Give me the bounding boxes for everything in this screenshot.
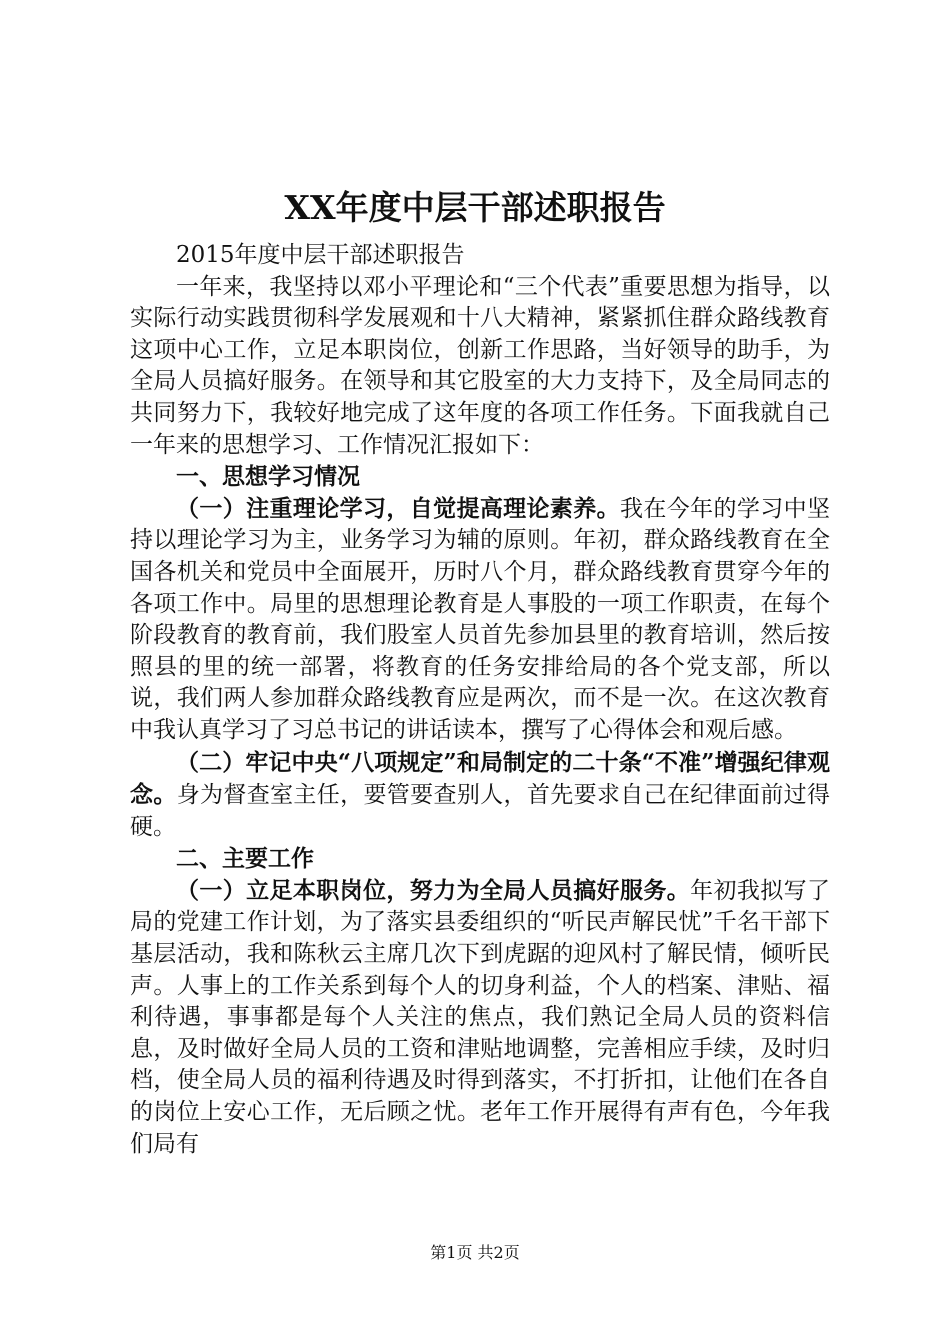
section-heading-2: 二、主要工作 xyxy=(176,845,314,873)
section2-paragraph-1-text: 年初我拟写了局的党建工作计划，为了落实县委组织的“听民声解民忧”千名干部下基层活动，我和陈秋云主席几次下到虎踞的迎风村了解民情，倾听民声。人事上的工作关系到每个人的切身利益，个人的档案、津贴、福利待遇，事事都是每个人关注的焦点，我们熟记全局人员的资料信息，及时做好全局人员的工资和津贴地调整，完善相应手续，及时归档，使全局人员的福利待遇及时得到落实，不打折扣，让他们在各自的岗位上安心工作，无后顾之忧。老年工作开展得有声有色，今年我们局有 xyxy=(130,877,831,1157)
document-subtitle: 2015年度中层干部述职报告 xyxy=(176,242,465,268)
section1-paragraph-1-lead: （一）注重理论学习，自觉提高理论素养。 xyxy=(176,494,621,522)
section-heading-1: 一、思想学习情况 xyxy=(176,463,360,491)
document-body xyxy=(130,240,830,1160)
section1-paragraph-2-lead: （二）牢记中央“八项规定”和局制定的二十条“不准”增强纪律观念。 xyxy=(130,748,830,809)
section1-paragraph-2 xyxy=(130,747,830,844)
section1-paragraph-1 xyxy=(130,493,830,747)
section1-paragraph-1-text: 我在今年的学习中坚持以理论学习为主，业务学习为辅的原则。年初，群众路线教育在全国各机关和党员中全面展开，历时八个月，群众路线教育贯穿今年的各项工作中。局里的思想理论教育是人事股的一项工作职责，在每个阶段教育的教育前，我们股室人员首先参加县里的教育培训，然后按照县的里的统一部署，将教育的任务安排给局的各个党支部，所以说，我们两人参加群众路线教育应是两次，而不是一次。在这次教育中我认真学习了习总书记的讲话读本，撰写了心得体会和观后感。 xyxy=(130,495,831,743)
section1-paragraph-2-text: 身为督查室主任，要管要查别人，首先要求自己在纪律面前过得硬。 xyxy=(130,782,831,840)
section2-paragraph-1-lead: （一）立足本职岗位，努力为全局人员搞好服务。 xyxy=(176,876,691,904)
document-title: XX年度中层干部述职报告 xyxy=(284,188,666,227)
section2-paragraph-1 xyxy=(130,875,830,1160)
intro-paragraph: 一年来，我坚持以邓小平理论和“三个代表”重要思想为指导，以实际行动实践贯彻科学发展观和十八大精神，紧紧抓住群众路线教育这项中心工作，立足本职岗位，创新工作思路，当好领导的助手，为全局人员搞好服务。在领导和其它股室的大力支持下，及全局同志的共同努力下，我较好地完成了这年度的各项工作任务。下面我就自己一年来的思想学习、工作情况汇报如下： xyxy=(130,273,830,458)
page-footer: 第1页 共2页 xyxy=(430,1243,520,1262)
